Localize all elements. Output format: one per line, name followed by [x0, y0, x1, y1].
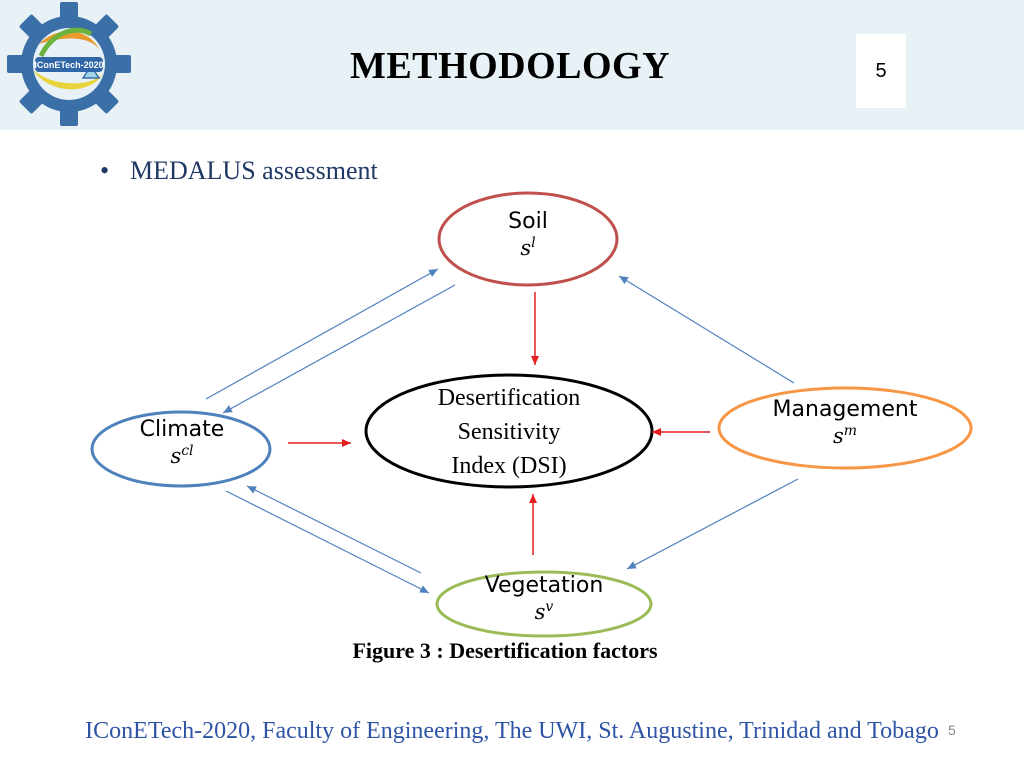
bullet-text: MEDALUS assessment — [130, 156, 378, 185]
arrow-vegetation-to-climate — [247, 486, 421, 573]
page-title: METHODOLOGY — [349, 45, 671, 87]
vegetation-symbol: $s^v$ — [534, 599, 554, 625]
dsi-label-line1: Desertification — [437, 385, 581, 411]
slide-number: 5 — [875, 59, 887, 82]
footer-page-number: 5 — [948, 722, 956, 738]
soil-node — [448, 209, 608, 262]
vegetation-label: Vegetation — [484, 573, 604, 598]
management-node — [745, 397, 945, 450]
climate-label: Climate — [139, 417, 225, 442]
management-label: Management — [772, 397, 918, 422]
figure-caption: Figure 3 : Desertification factors — [352, 638, 658, 663]
dsi-label-line3: Index (DSI) — [451, 453, 567, 479]
vegetation-node — [459, 573, 629, 626]
climate-symbol: $s^{cl}$ — [170, 443, 194, 469]
soil-symbol: $s^l$ — [520, 235, 536, 261]
arrow-climate-to-soil — [206, 269, 438, 399]
arrow-management-to-soil — [619, 276, 794, 383]
bullet-dot: • — [100, 156, 110, 185]
arrow-management-to-vegetation — [627, 479, 798, 569]
footer-text: IConETech-2020, Faculty of Engineering, The UWI, St. Augustine, Trinidad and Tobago — [85, 718, 939, 744]
management-symbol: $s^m$ — [832, 423, 858, 449]
soil-label: Soil — [508, 209, 548, 234]
svg-text:IConETech-2020: IConETech-2020 — [34, 60, 104, 70]
arrow-climate-to-vegetation — [226, 491, 429, 593]
dsi-node — [389, 381, 629, 483]
dsi-label-line2: Sensitivity — [457, 419, 561, 445]
climate-node — [102, 417, 262, 470]
